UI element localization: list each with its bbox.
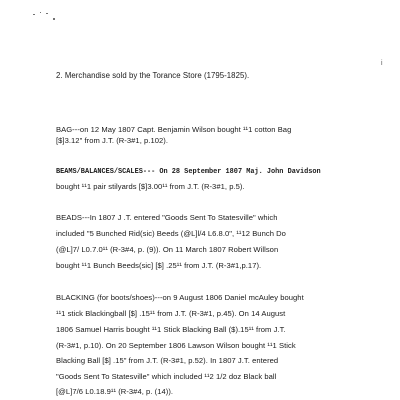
- beads-line-2: included "5 Bunched Rid(sic) Beeds (@L]l/4 L6.8.0", ¹¹12 Bunch Do: [56, 229, 286, 238]
- blacking-line-1: BLACKING (for boots/shoes)---on 9 August 1806 Daniel mcAuley bought: [56, 293, 304, 302]
- blacking-line-4: (R-3#1, p.10). On 20 September 1806 Lawson Wilson bought ¹¹1 Stick: [56, 341, 296, 350]
- beams-line-2: bought ¹¹1 pair stilyards [$]3.00¹¹ from J.T. (R-3#1, p.5).: [56, 182, 245, 191]
- beads-line-3: (@L]7/ L0.7.0¹¹ (R-3#4, p. (9)). On 11 March 1807 Robert Willson: [56, 245, 279, 254]
- beams-line-1: BEAMS/BALANCES/SCALES--- On 28 September 1807 Maj. John Davidson: [56, 168, 321, 176]
- section-heading: 2. Merchandise sold by the Torance Store (1795-1825).: [56, 71, 250, 80]
- scan-speck: [33, 14, 35, 15]
- bag-line-1: BAG---on 12 May 1807 Capt. Benjamin Wilson bought ¹¹1 cotton Bag: [56, 125, 292, 134]
- beads-line-4: bought ¹¹1 Bunch Beeds(sic] [$] .25¹¹ from J.T. (R-3#1,p.17).: [56, 261, 262, 270]
- page-mark: i: [381, 60, 383, 67]
- blacking-line-6: "Goods Sent To Statesville" which included ¹¹2 1/2 doz Black ball: [56, 372, 277, 381]
- scan-speck: [53, 18, 55, 20]
- blacking-line-7: [@L]7/6 L0.18.9¹¹ (R-3#4, p. (14)).: [56, 387, 174, 396]
- scan-speck: [40, 12, 41, 13]
- blacking-line-2: ¹¹1 stick Blackingball [$] .15¹¹ from J.T. (R-3#1, p.45). On 14 August: [56, 309, 286, 318]
- blacking-line-3: 1806 Samuel Harris bought ¹¹1 Stick Blacking Ball ($).15¹¹ from J.T.: [56, 325, 286, 334]
- bag-line-2: [$]3.12" from J.T. (R-3#1, p.102).: [56, 136, 169, 145]
- beads-line-1: BEADS---In 1807 J .T. entered "Goods Sent To Statesville" which: [56, 213, 278, 222]
- scan-speck: [46, 13, 48, 14]
- blacking-line-5: Blacking Ball [$] .15" from J.T. (R-3#1, p.52). In 1807 J.T. entered: [56, 356, 279, 365]
